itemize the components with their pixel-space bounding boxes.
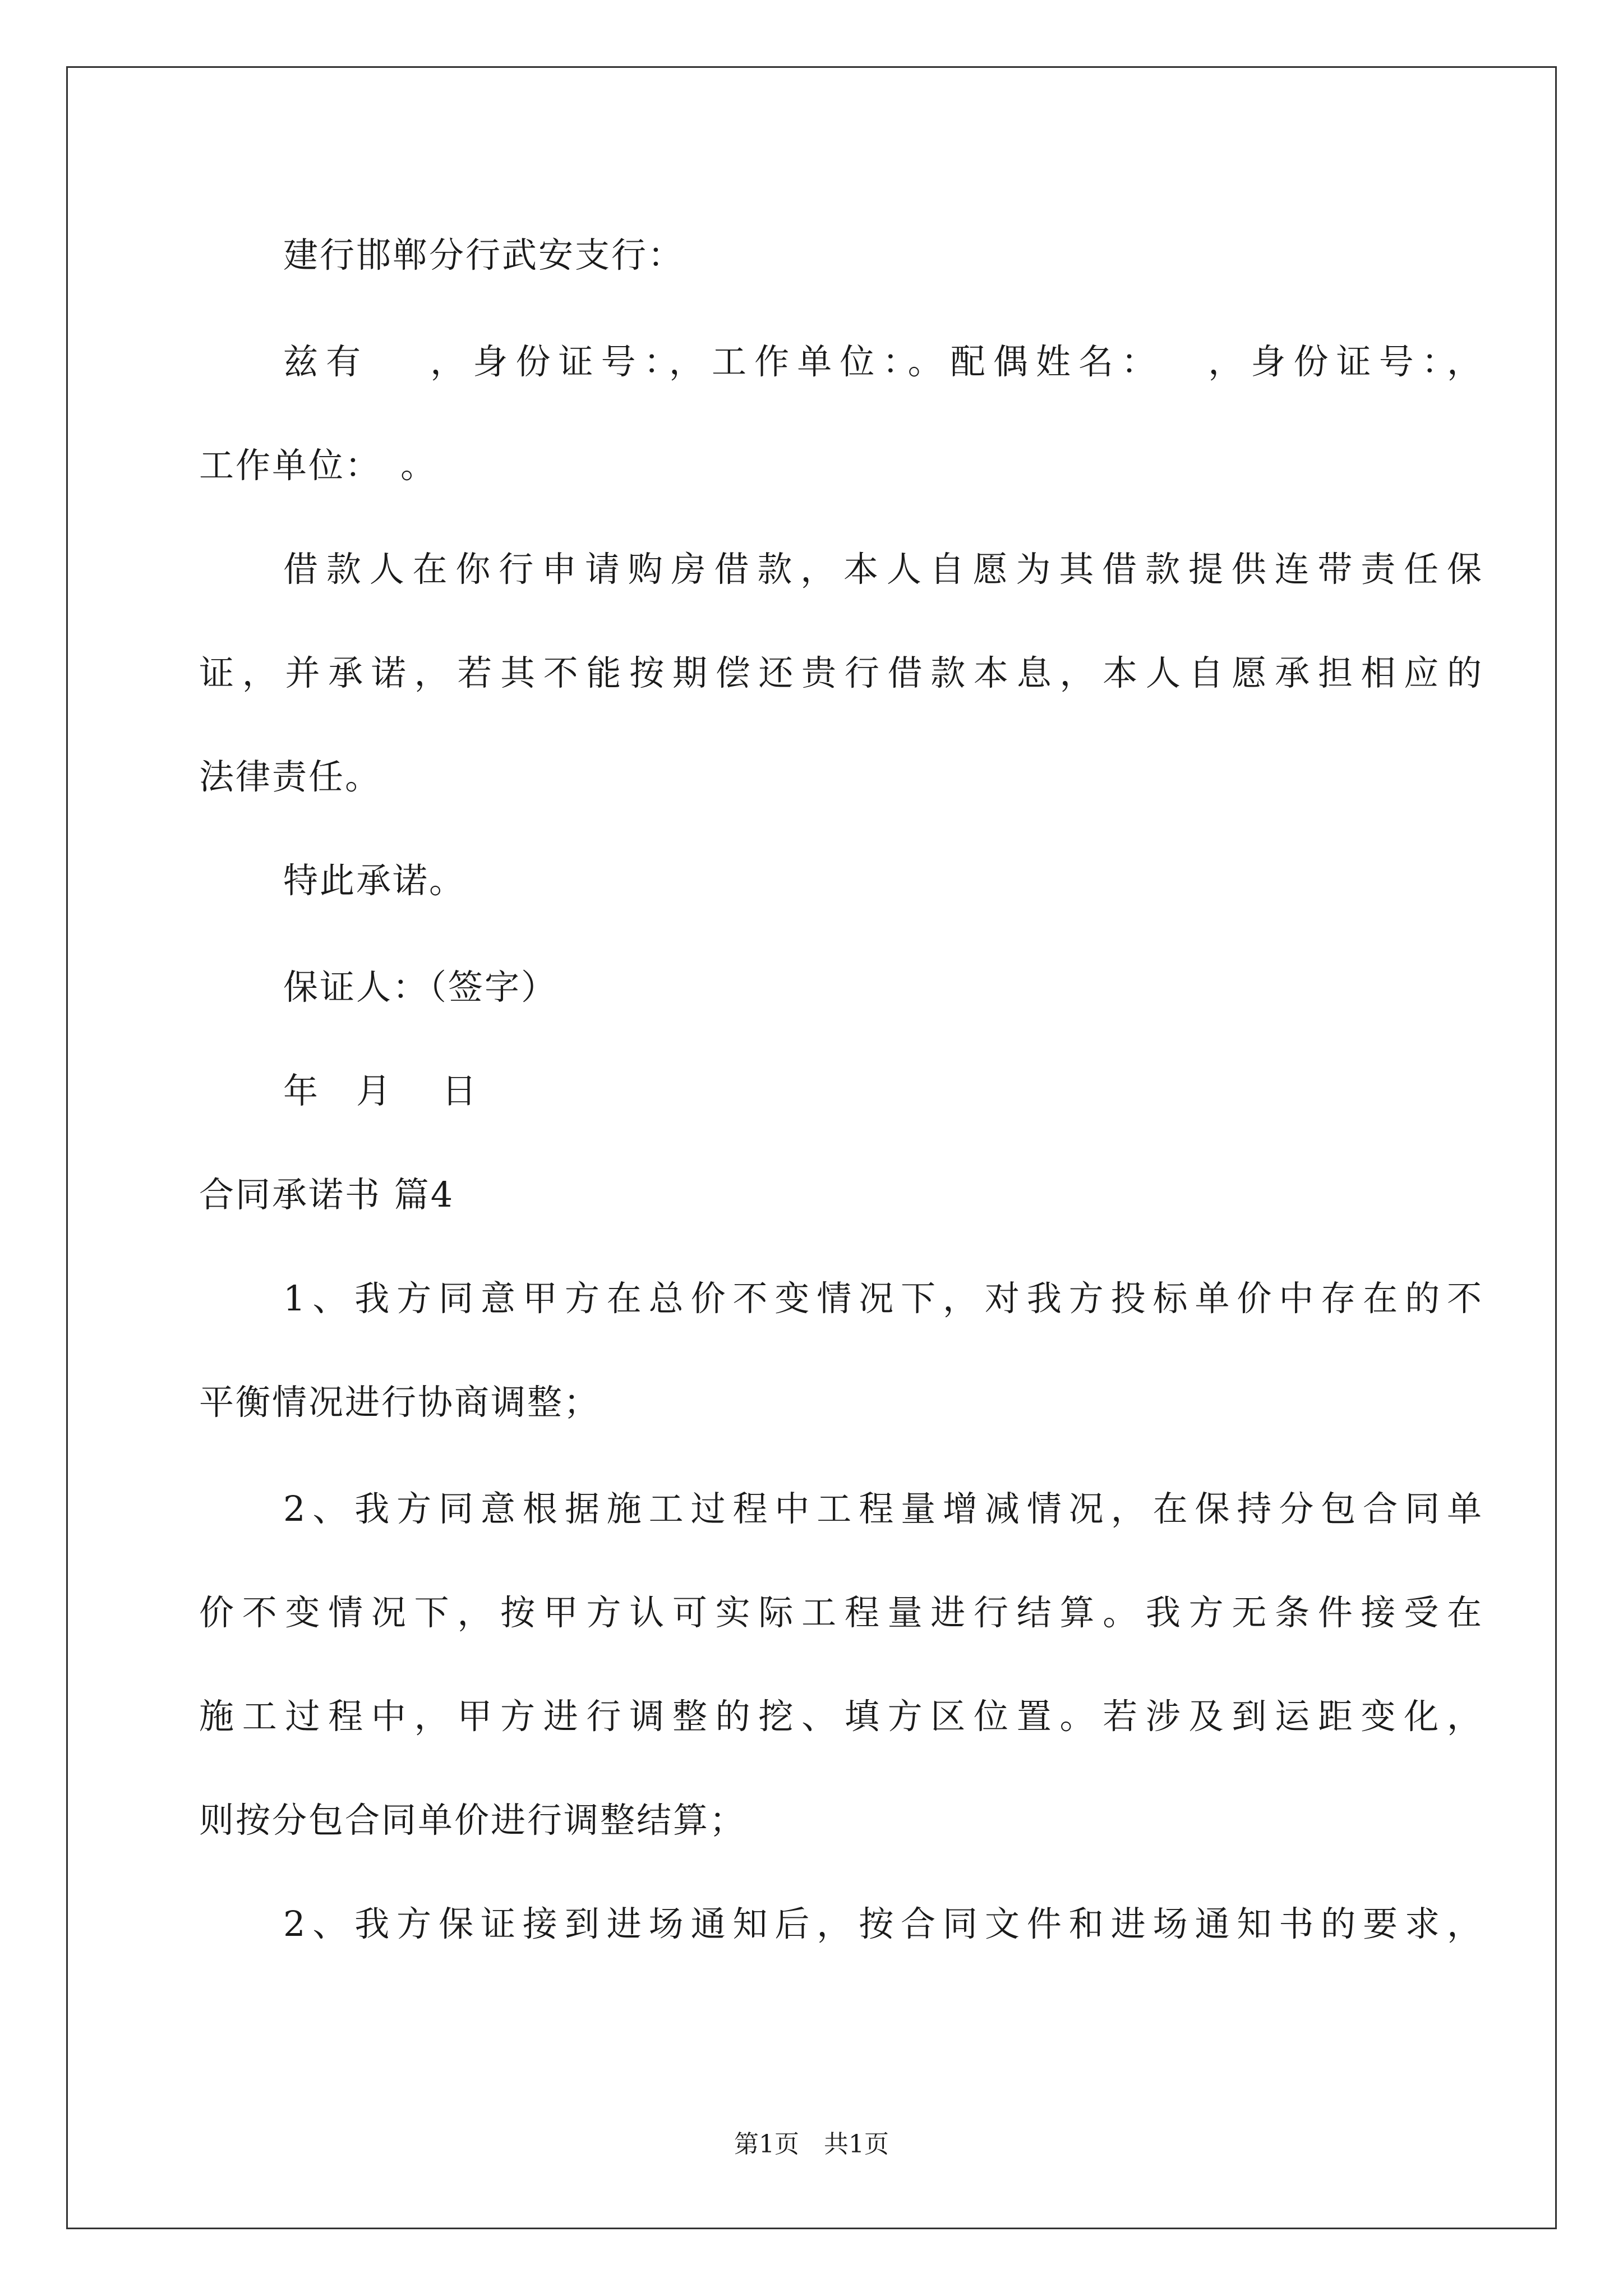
text-line: 借款人在你行申请购房借款，本人自愿为其借款提供连带责任保: [283, 549, 1483, 590]
text-line: 价不变情况下，按甲方认可实际工程量进行结算。我方无条件接受在: [199, 1592, 1483, 1633]
text-line: 2、我方保证接到进场通知后，按合同文件和进场通知书的要求，: [283, 1903, 1483, 1944]
salutation: 建行邯郸分行武安支行：: [283, 234, 685, 275]
text-line: 兹有 ，身份证号：，工作单位：。配偶姓名： ，身份证号：，: [283, 341, 1483, 382]
page-footer: 第1页 共1页: [734, 2130, 889, 2159]
text-line: 证，并承诺，若其不能按期偿还贵行借款本息，本人自愿承担相应的: [199, 652, 1483, 693]
section-heading: 合同承诺书 篇4: [199, 1174, 455, 1215]
signature-line: 保证人：（签字）: [283, 967, 558, 1007]
text-line: 2、我方同意根据施工过程中工程量增减情况，在保持分包合同单: [283, 1488, 1483, 1529]
text-line: 工作单位： 。: [199, 445, 437, 486]
text-line: 则按分包合同单价进行调整结算；: [199, 1800, 746, 1841]
text-line: 法律责任。: [199, 756, 382, 797]
date-line: 年 月 日: [283, 1070, 478, 1111]
text-line: 特此承诺。: [283, 860, 466, 901]
text-line: 1、我方同意甲方在总价不变情况下，对我方投标单价中存在的不: [283, 1278, 1483, 1319]
text-line: 施工过程中，甲方进行调整的挖、填方区位置。若涉及到运距变化，: [199, 1696, 1483, 1737]
text-line: 平衡情况进行协商调整；: [199, 1382, 601, 1423]
